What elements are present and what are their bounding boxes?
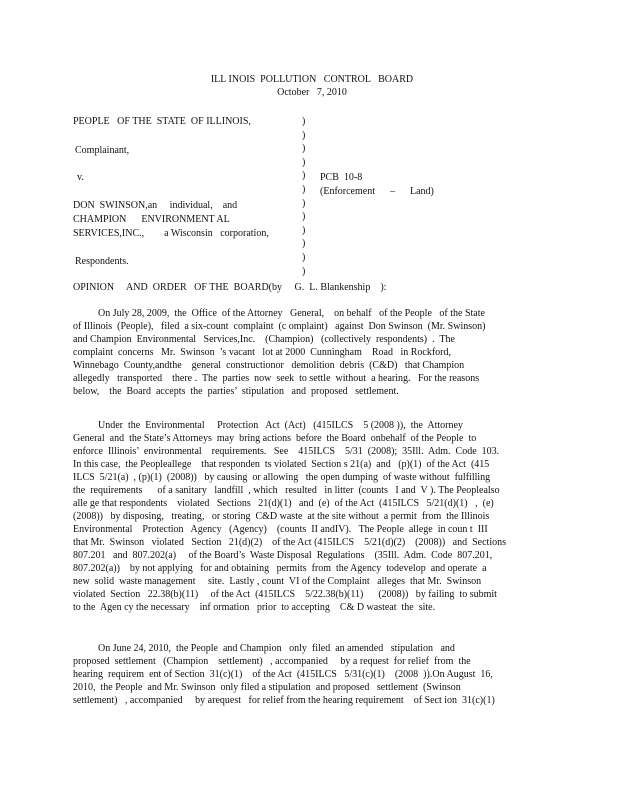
text-line: General and the State’s Attorneys may bring actions before the Board onbehalf of the People to — [73, 433, 477, 444]
text-line: In this case, the Peopleallege that responden ts violated Section s 21(a) and (p)(1) of the Act (415 — [73, 459, 490, 470]
text-line: of Illinois (People), filed a six-count complaint (c omplaint) against Don Swinson (Mr. Swinson) — [73, 321, 486, 332]
versus-label: v. — [77, 172, 84, 183]
text-line: below, the Board accepts the parties’ stipulation and proposed settlement. — [73, 386, 399, 397]
text-line: Under the Environmental Protection Act (Act) (415ILCS 5 (2008 )), the Attorney — [73, 420, 463, 431]
bracket: ) — [302, 265, 306, 277]
opinion-heading: OPINION AND ORDER OF THE BOARD(by G. L. Blankenship ): — [73, 282, 387, 293]
text-line: On June 24, 2010, the People and Champion only filed an amended stipulation and — [73, 643, 455, 654]
text-line: 2010, the People and Mr. Swinson only filed a stipulation and proposed settlement (Swinson — [73, 682, 461, 693]
bracket: ) — [302, 211, 306, 223]
paragraph-3 — [73, 642, 537, 707]
bracket: ) — [302, 251, 306, 263]
bracket: ) — [302, 156, 306, 168]
text-line: to the Agen cy the necessary inf ormation prior to accepting C& D wasteat the site. — [73, 602, 436, 613]
paragraph-1 — [73, 307, 537, 398]
case-number: PCB 10-8 — [320, 172, 363, 183]
respondent-line-2: CHAMPION ENVIRONMENT AL — [73, 214, 230, 225]
document-date: October 7, 2010 — [277, 87, 347, 98]
text-line: ILCS 5/21(a) , (p)(1) (2008)) by causing or allowing the open dumping of waste without fulfilling — [73, 472, 491, 483]
bracket: ) — [302, 238, 306, 250]
text-line: new solid waste management site. Lastly , count VI of the Complaint alleges that Mr. Swinson — [73, 576, 482, 587]
text-line: On July 28, 2009, the Office of the Attorney General, on behalf of the People of the State — [73, 308, 485, 319]
case-type: (Enforcement – Land) — [320, 186, 434, 197]
bracket: ) — [302, 116, 306, 127]
text-line: hearing requirem ent of Section 31(c)(1) of the Act (415ILCS 5/31(c)(1) (2008 )).On August 16, — [73, 669, 493, 680]
text-line: that Mr. Swinson violated Section 21(d)(2) of the Act (415ILCS 5/21(d)(2) (2008)) and Sections — [73, 537, 506, 548]
text-line: complaint concerns Mr. Swinson ’s vacant lot at 2000 Cunningham Road in Rockford, — [73, 347, 452, 358]
text-line: the requirements of a sanitary landfill , which resulted in litter (counts I and V ). The Peoplealso — [73, 485, 500, 496]
caption-brackets — [302, 115, 312, 278]
text-line: violated Section 22.38(b)(11) of the Act (415ILCS 5/22.38(b)(11) (2008)) by failing to submit — [73, 589, 497, 600]
text-line: allegedly transported there . The parties now seek to settle without a hearing. For the reasons — [73, 373, 480, 384]
board-title: ILL INOIS POLLUTION CONTROL BOARD — [210, 74, 414, 85]
text-line: enforce Illinois’ environmental requirements. See 415ILCS 5/31 (2008); 35Ill. Adm. Code 103. — [73, 446, 500, 457]
text-line: settlement) , accompanied by arequest for relief from the hearing requirement of Sect ion 31(c)(1) — [73, 695, 495, 706]
respondent-line-3: SERVICES,INC., a Wisconsin corporation, — [73, 228, 269, 239]
text-line: 807.202(a)) by not applying for and obtaining permits from the Agency todevelop and operate a — [73, 563, 487, 574]
text-line: Winnebago County,andthe general constructionor demolition debris (C&D) that Champion — [73, 360, 465, 371]
text-line: (2008)) by disposing, treating, or storing C&D waste at the site without a permit from the Illinois — [73, 511, 490, 522]
bracket: ) — [302, 129, 306, 141]
text-line: alle ge that respondents violated Sections 21(d)(1) and (e) of the Act (415ILCS 5/21(d)(1) , (e) — [73, 498, 494, 509]
bracket: ) — [302, 143, 306, 155]
text-line: and Champion Environmental Services,Inc. (Champion) (collectively respondents) . The — [73, 334, 455, 345]
text-line: proposed settlement (Champion settlement) , accompanied by a request for relief from the — [73, 656, 471, 667]
plaintiff-name: PEOPLE OF THE STATE OF ILLINOIS, — [73, 116, 251, 127]
bracket: ) — [302, 197, 306, 209]
respondent-line-1: DON SWINSON,an individual, and — [73, 200, 238, 211]
paragraph-2 — [73, 419, 537, 614]
respondents-label: Respondents. — [75, 256, 129, 267]
bracket: ) — [302, 183, 306, 195]
bracket: ) — [302, 170, 306, 182]
text-line: Environmental Protection Agency (Agency) (counts II andIV). The People allege in coun t III — [73, 524, 488, 535]
bracket: ) — [302, 224, 306, 236]
text-line: 807.201 and 807.202(a) of the Board’s Waste Disposal Regulations (35Ill. Adm. Code 807.201, — [73, 550, 493, 561]
complainant-label: Complainant, — [75, 145, 130, 156]
